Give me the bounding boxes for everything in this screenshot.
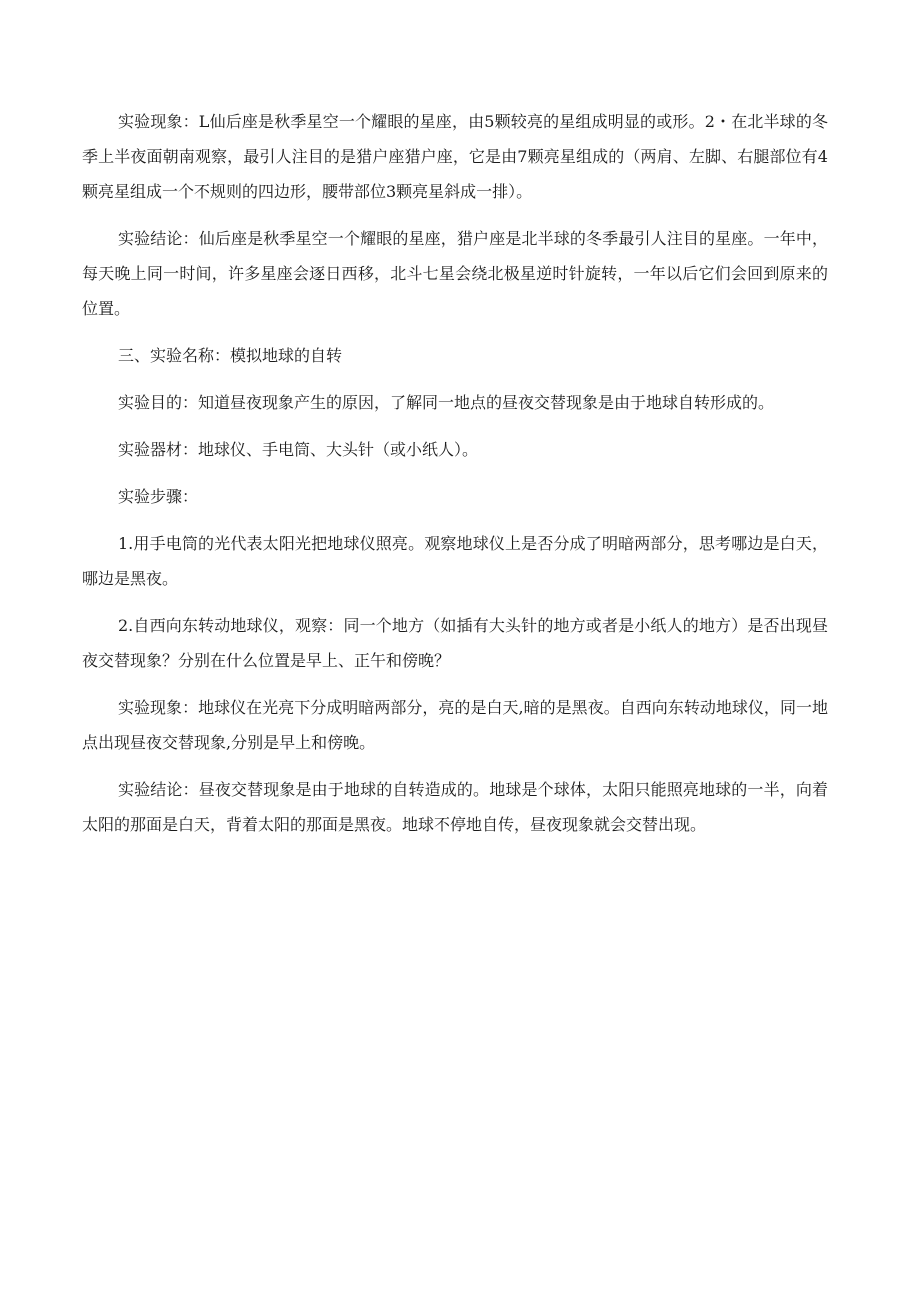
document-body [82,104,828,854]
paragraph-purpose: 实验目的：知道昼夜现象产生的原因，了解同一地点的昼夜交替现象是由于地球自转形成的。 [118,393,775,412]
paragraph-conclusion-constellations: 实验结论：仙后座是秋季星空一个耀眼的星座，猎户座是北半球的冬季最引人注目的星座。一年中，每天晚上同一时间，许多星座会逐日西移，北斗七星会绕北极星逆时针旋转，一年以后它们会回到原来的位置。 [82,229,828,318]
section-heading-experiment-3: 三、实验名称：模拟地球的自转 [118,346,343,365]
paragraph-conclusion-rotation: 实验结论：昼夜交替现象是由于地球的自转造成的。地球是个球体，太阳只能照亮地球的一半，向着太阳的那面是白天，背着太阳的那面是黑夜。地球不停地自传，昼夜现象就会交替出现。 [82,780,828,834]
paragraph-materials: 实验器材：地球仪、手电筒、大头针（或小纸人）。 [118,440,479,459]
paragraph-observation-rotation: 实验现象：地球仪在光亮下分成明暗两部分，亮的是白天,暗的是黑夜。自西向东转动地球仪，同一地点出现昼夜交替现象,分别是早上和傍晚。 [82,698,828,752]
paragraph-step-2: 2.自西向东转动地球仪，观察：同一个地方（如插有大头针的地方或者是小纸人的地方）是否出现昼夜交替现象？分别在什么位置是早上、正午和傍晚？ [82,616,828,670]
paragraph-observation-constellations: 实验现象：L仙后座是秋季星空一个耀眼的星座，由5颗较亮的星组成明显的或形。2・在北半球的冬季上半夜面朝南观察，最引人注目的是猎户座猎户座，它是由7颗亮星组成的（两肩、左脚、右腿部位有4颗亮星组成一个不规则的四边形，腰带部位3颗亮星斜成一排）。 [82,112,828,201]
paragraph-step-1: 1.用手电筒的光代表太阳光把地球仪照亮。观察地球仪上是否分成了明暗两部分，思考哪边是白天，哪边是黑夜。 [82,534,828,588]
paragraph-steps-heading: 实验步骤： [118,487,199,506]
